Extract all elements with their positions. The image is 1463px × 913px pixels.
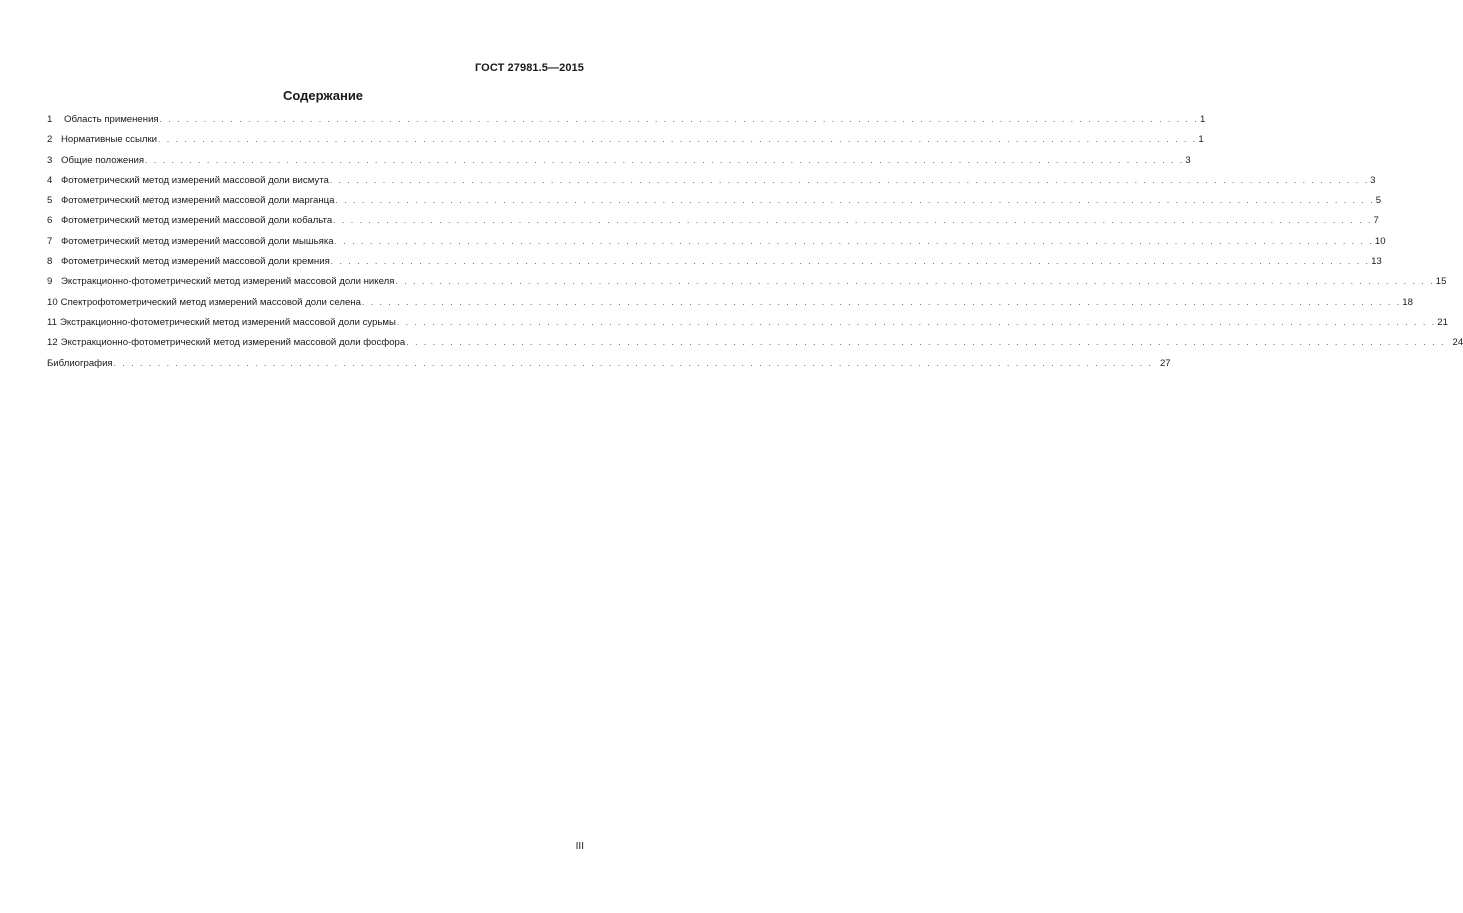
toc-leader-dots bbox=[160, 115, 1199, 124]
toc-entry[interactable] bbox=[47, 154, 1191, 175]
toc-entry-page: 27 bbox=[1159, 357, 1171, 369]
toc-leader-dots bbox=[362, 298, 1401, 307]
table-of-contents bbox=[47, 114, 1463, 378]
toc-entry-number: 3 bbox=[47, 154, 53, 166]
toc-entry[interactable] bbox=[47, 256, 1382, 276]
toc-entry-title: Фотометрический метод измерений массовой доли мышьяка bbox=[61, 235, 334, 247]
toc-entry-page: 21 bbox=[1437, 316, 1448, 328]
toc-entry-number: 11 bbox=[47, 316, 57, 328]
toc-entry-title: Спектрофотометрический метод измерений массовой доли селена bbox=[60, 296, 361, 308]
toc-entry-page: 15 bbox=[1435, 276, 1447, 288]
toc-entry-page: 7 bbox=[1373, 215, 1379, 227]
toc-title: Содержание bbox=[282, 88, 364, 103]
toc-entry-title: Фотометрический метод измерений массовой доли висмута bbox=[61, 174, 329, 186]
toc-entry-title: Фотометрический метод измерений массовой доли кобальта bbox=[61, 215, 333, 227]
toc-entry-title: Фотометрический метод измерений массовой доли кремния bbox=[61, 256, 330, 268]
toc-leader-dots bbox=[114, 359, 1153, 368]
toc-entry-title: Экстракционно-фотометрический метод измерений массовой доли сурьмы bbox=[59, 316, 396, 328]
toc-entry-number: 5 bbox=[47, 195, 53, 207]
toc-entry[interactable] bbox=[47, 114, 1206, 134]
toc-entry-number: 12 bbox=[47, 337, 58, 349]
toc-entry-title: Нормативные ссылки bbox=[61, 134, 158, 146]
toc-entry-page: 10 bbox=[1374, 235, 1386, 247]
toc-entry-title: Общие положения bbox=[61, 154, 145, 166]
toc-entry-number: 10 bbox=[47, 296, 58, 308]
toc-entry[interactable] bbox=[47, 316, 1448, 337]
toc-leader-dots bbox=[406, 338, 1445, 347]
toc-entry[interactable] bbox=[47, 337, 1463, 357]
toc-entry-title: Область применения bbox=[64, 114, 159, 125]
toc-entry-number: 8 bbox=[47, 256, 53, 268]
toc-entry[interactable] bbox=[47, 174, 1376, 195]
toc-entry-page: 13 bbox=[1371, 256, 1382, 268]
page-number: III bbox=[575, 841, 584, 852]
toc-entry-title: Экстракционно-фотометрический метод измерений массовой доли никеля bbox=[61, 276, 395, 288]
document-code: ГОСТ 27981.5—2015 bbox=[474, 62, 584, 74]
toc-entry[interactable] bbox=[47, 134, 1204, 154]
toc-entry-title: Библиография bbox=[47, 357, 113, 369]
toc-leader-dots bbox=[158, 135, 1197, 144]
toc-leader-dots bbox=[331, 257, 1370, 266]
toc-entry[interactable] bbox=[47, 195, 1382, 215]
toc-entry-number: 7 bbox=[47, 235, 53, 247]
toc-leader-dots bbox=[145, 156, 1184, 165]
toc-entry[interactable] bbox=[47, 276, 1447, 296]
toc-entry-page: 3 bbox=[1185, 154, 1191, 166]
toc-entry[interactable] bbox=[47, 235, 1386, 256]
toc-leader-dots bbox=[395, 277, 1434, 286]
toc-leader-dots bbox=[335, 196, 1374, 205]
toc-leader-dots bbox=[335, 237, 1374, 246]
toc-entry-number: 4 bbox=[47, 174, 53, 186]
toc-entry-page: 24 bbox=[1452, 337, 1463, 349]
toc-entry-title: Фотометрический метод измерений массовой доли марганца bbox=[61, 195, 335, 207]
toc-entry-number: 1 bbox=[47, 114, 53, 125]
toc-entry-page: 1 bbox=[1199, 114, 1206, 125]
toc-entry[interactable] bbox=[47, 215, 1379, 235]
toc-entry-page: 1 bbox=[1198, 134, 1204, 146]
toc-entry-page: 5 bbox=[1375, 195, 1382, 207]
toc-entry-title: Экстракционно-фотометрический метод измерений массовой доли фосфора bbox=[60, 337, 406, 349]
toc-entry-number: 6 bbox=[47, 215, 53, 227]
toc-entry-page: 18 bbox=[1402, 296, 1413, 308]
toc-leader-dots bbox=[330, 176, 1369, 185]
toc-entry-number: 2 bbox=[47, 134, 53, 146]
toc-entry-number: 9 bbox=[47, 276, 53, 288]
toc-entry-bibliography[interactable] bbox=[47, 357, 1171, 378]
toc-entry-page: 3 bbox=[1370, 174, 1376, 186]
toc-leader-dots bbox=[397, 318, 1436, 327]
toc-leader-dots bbox=[333, 216, 1372, 225]
toc-entry[interactable] bbox=[47, 296, 1413, 317]
